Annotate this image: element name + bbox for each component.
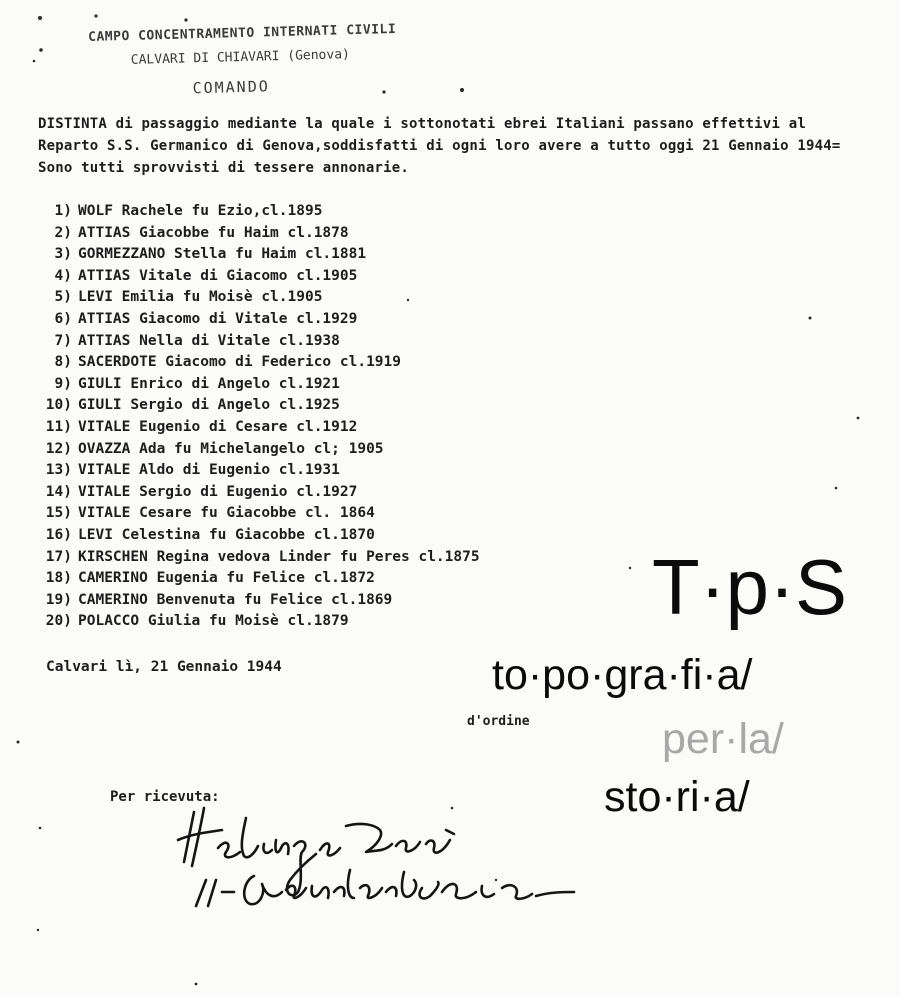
date-line: Calvari lì, 21 Gennaio 1944 [46, 659, 282, 675]
item-text: CAMERINO Eugenia fu Felice cl.1872 [78, 570, 375, 587]
item-text: SACERDOTE Giacomo di Federico cl.1919 [78, 354, 402, 371]
logo-word-perla: per·la/ [662, 715, 784, 763]
item-text: VITALE Aldo di Eugenio cl.1931 [78, 462, 340, 479]
item-text: ATTIAS Nella di Vitale cl.1938 [78, 332, 340, 349]
item-text: OVAZZA Ada fu Michelangelo cl; 1905 [78, 440, 384, 457]
item-text: GORMEZZANO Stella fu Haim cl.1881 [78, 246, 367, 263]
logo-mark: T·p·S [652, 543, 847, 631]
item-number: 6) [54, 310, 72, 327]
item-number: 8) [54, 354, 72, 371]
item-number: 4) [54, 267, 72, 284]
item-number: 20) [45, 613, 72, 630]
item-number: 18) [45, 570, 72, 587]
item-text: CAMERINO Benvenuta fu Felice cl.1869 [78, 591, 393, 608]
item-number: 3) [54, 246, 72, 263]
item-number: 15) [45, 505, 72, 522]
logo-word-topografia: to·po·gra·fi·a/ [492, 651, 753, 699]
item-number: 7) [54, 332, 72, 349]
order-line: d'ordine [467, 714, 530, 729]
item-number: 11) [45, 418, 72, 435]
item-text: POLACCO Giulia fu Moisè cl.1879 [78, 613, 349, 630]
item-number: 14) [45, 483, 72, 500]
item-text: VITALE Cesare fu Giacobbe cl. 1864 [78, 505, 375, 522]
item-text: WOLF Rachele fu Ezio,cl.1895 [78, 203, 323, 219]
item-text: GIULI Sergio di Angelo cl.1925 [78, 397, 340, 414]
item-text: VITALE Sergio di Eugenio cl.1927 [78, 483, 358, 500]
logo-word-storia: sto·ri·a/ [604, 773, 750, 821]
item-text: LEVI Celestina fu Giacobbe cl.1870 [78, 526, 375, 543]
item-number: 17) [45, 548, 72, 565]
item-number: 16) [45, 526, 72, 543]
item-text: VITALE Eugenio di Cesare cl.1912 [78, 418, 358, 435]
stamp-line-3: COMANDO [192, 77, 270, 98]
receipt-label: Per ricevuta: [110, 789, 220, 805]
item-text: ATTIAS Giacobbe fu Haim cl.1878 [78, 224, 349, 241]
item-number: 12) [45, 440, 72, 457]
stamp-line-1: CAMPO CONCENTRAMENTO INTERNATI CIVILI [88, 21, 397, 45]
item-number: 13) [45, 462, 72, 479]
stamp-line-2: CALVARI DI CHIAVARI (Genova) [130, 47, 351, 68]
item-text: ATTIAS Giacomo di Vitale cl.1929 [78, 310, 358, 327]
item-number: 5) [54, 289, 72, 306]
item-number: 2) [54, 224, 72, 241]
item-number: 1) [54, 203, 72, 219]
item-number: 10) [45, 397, 72, 414]
item-number: 19) [45, 591, 72, 608]
item-number: 9) [54, 375, 72, 392]
item-text: KIRSCHEN Regina vedova Linder fu Peres cl.1875 [78, 548, 480, 565]
intro-paragraph: DISTINTA di passaggio mediante la quale i sottonotati ebrei Italiani passano effettivi al Reparto S.S. Germanico di Genova,soddisfatti di ogni loro avere a tutto oggi 21 Gennaio 1944= Sono tutti sprovvisti di tessere annonarie. [38, 116, 841, 176]
item-text: GIULI Enrico di Angelo cl.1921 [78, 375, 340, 392]
item-text: LEVI Emilia fu Moisè cl.1905 [78, 289, 323, 306]
item-text: ATTIAS Vitale di Giacomo cl.1905 [78, 267, 358, 284]
